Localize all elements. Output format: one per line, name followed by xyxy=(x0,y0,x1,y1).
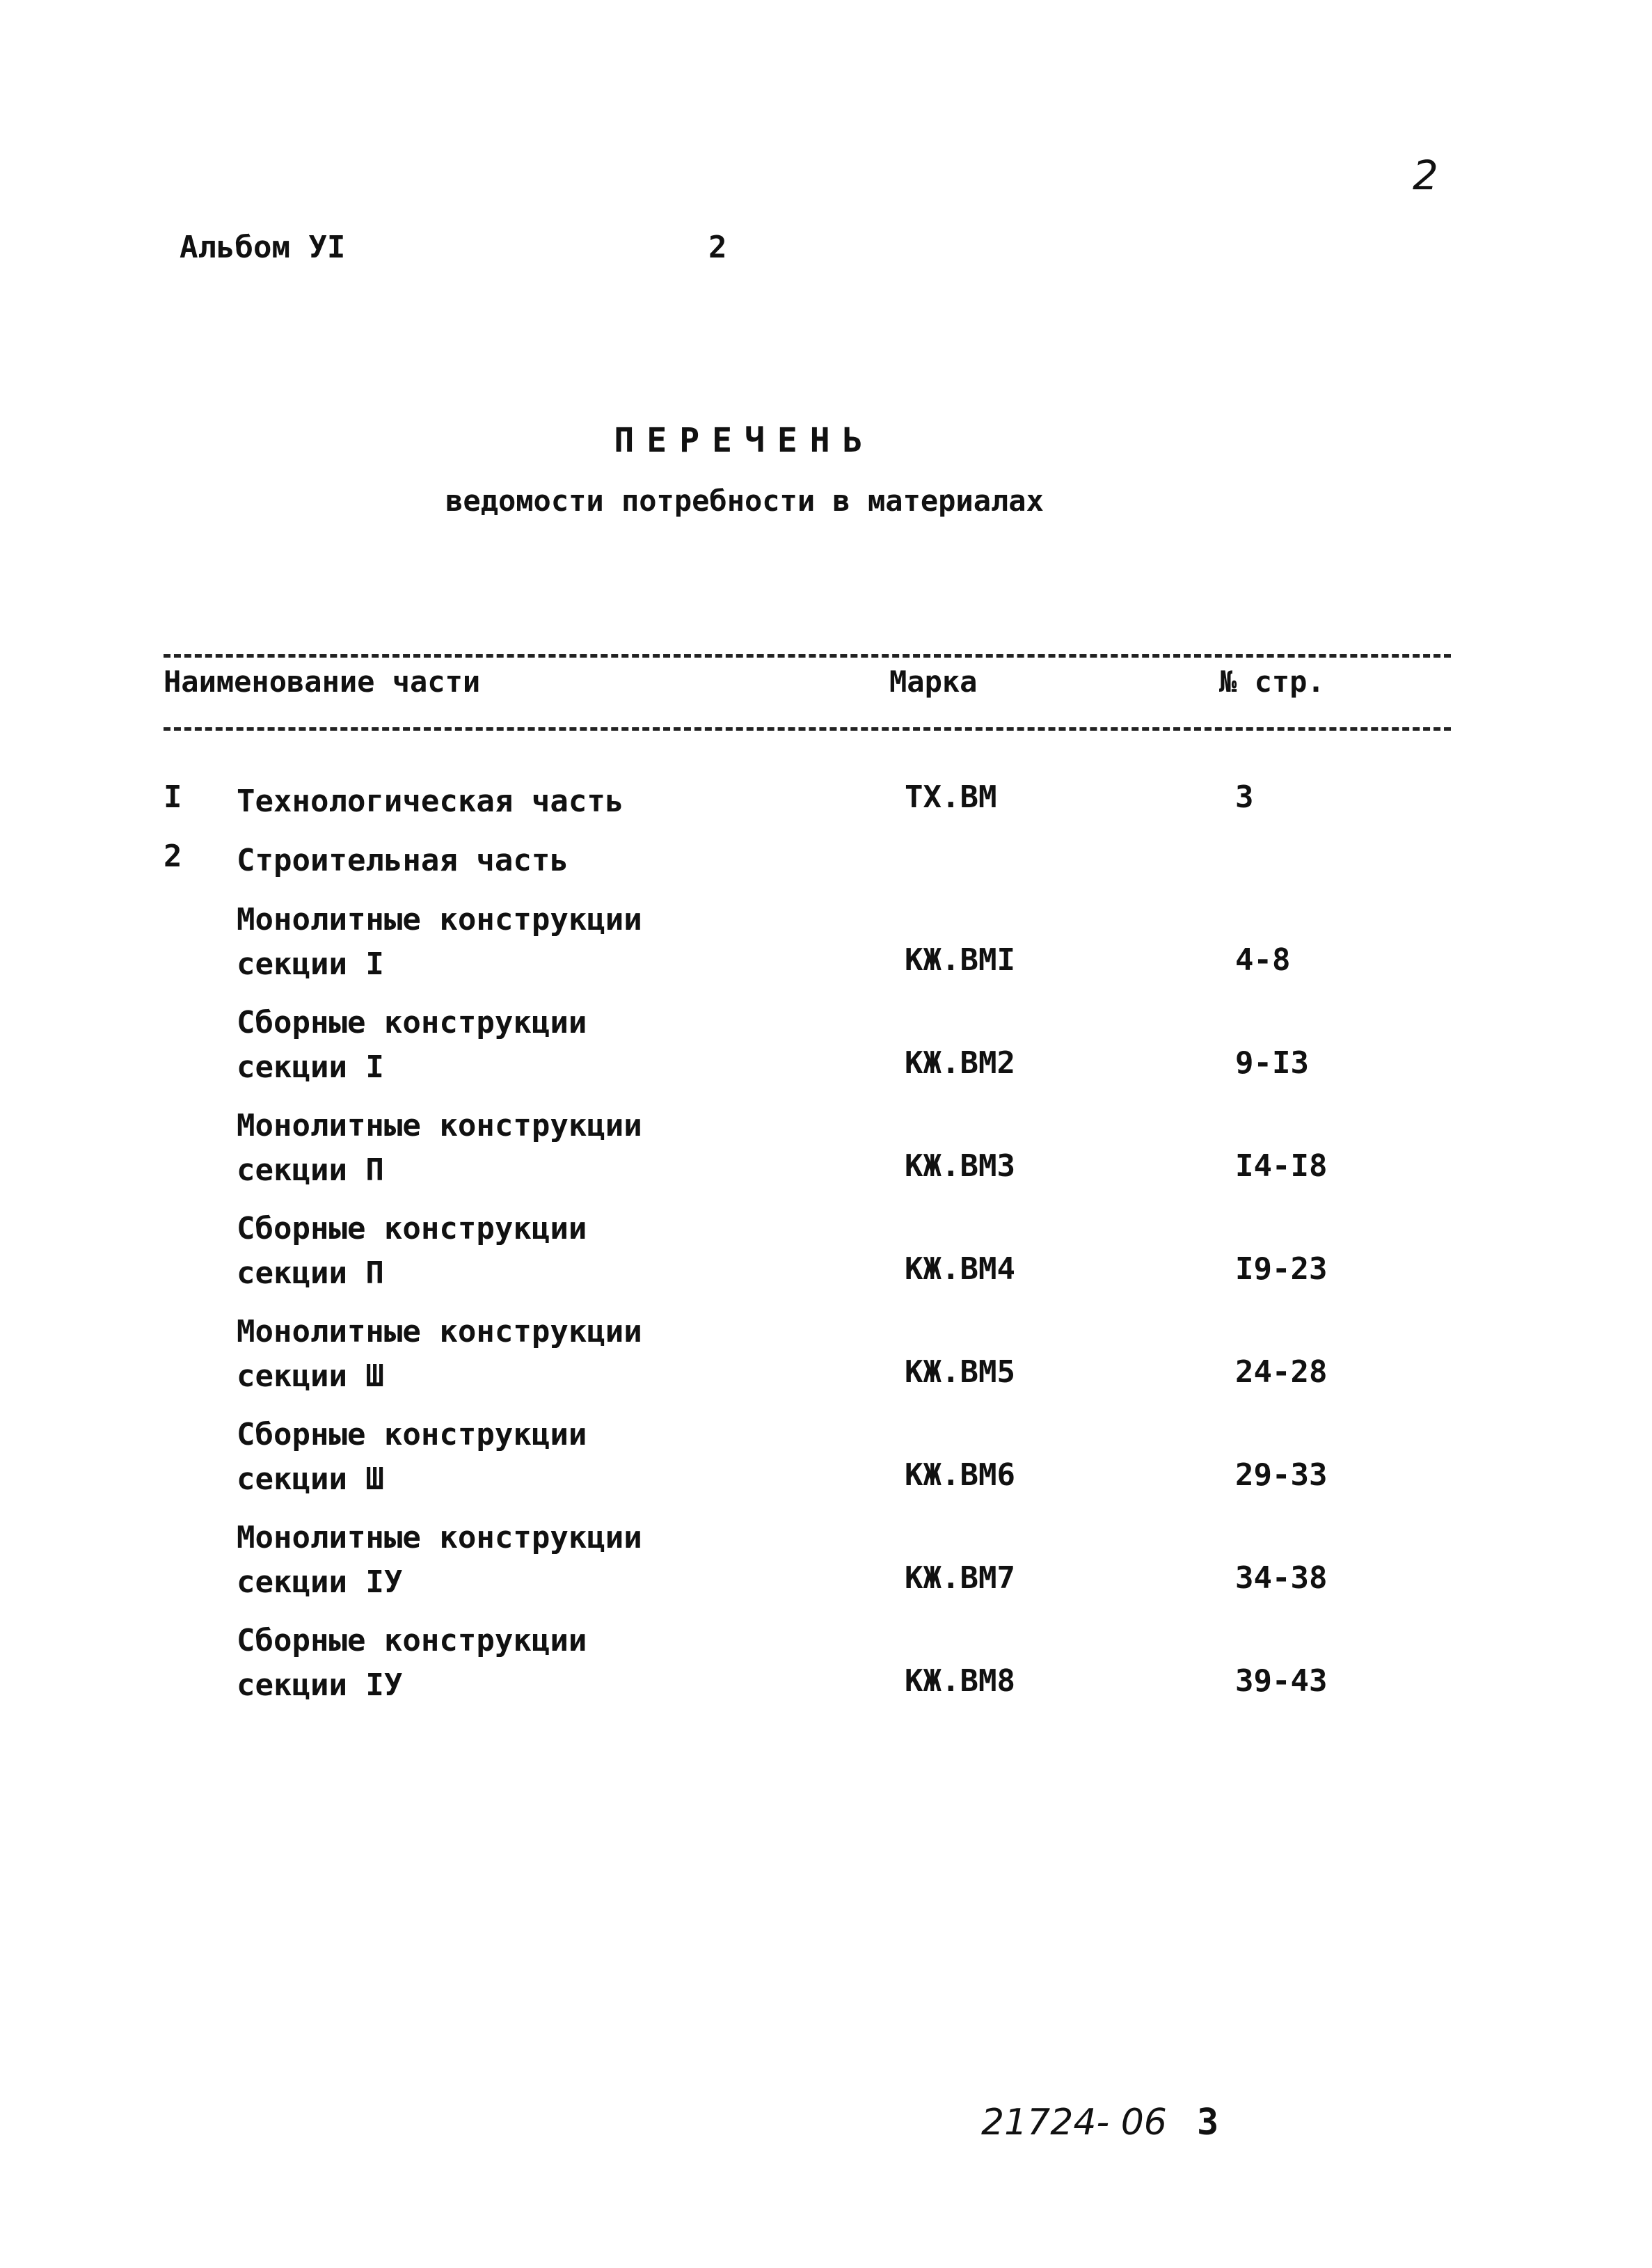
row-pages: 34-38 xyxy=(1235,1560,1328,1596)
corner-page-number: 2 xyxy=(1413,152,1438,199)
row-mark: КЖ.ВМ5 xyxy=(905,1354,1015,1390)
row-mark: КЖ.ВМ8 xyxy=(905,1663,1015,1699)
row-name: Монолитные конструкции секции IУ xyxy=(237,1520,642,1600)
row-name: Монолитные конструкции секции П xyxy=(237,1108,642,1188)
row-mark: КЖ.ВМ6 xyxy=(905,1457,1015,1493)
row-mark: ТХ.ВМ xyxy=(905,779,997,815)
row-name: Технологическая часть xyxy=(237,784,624,819)
row-pages: 29-33 xyxy=(1235,1457,1328,1493)
row-mark: КЖ.ВМI xyxy=(905,942,1015,978)
column-header-pages: № стр. xyxy=(1219,665,1325,699)
row-name: Сборные конструкции секции П xyxy=(237,1211,587,1291)
row-pages: I9-23 xyxy=(1235,1251,1328,1287)
row-pages: 24-28 xyxy=(1235,1354,1328,1390)
row-pages: 39-43 xyxy=(1235,1663,1328,1699)
row-name: Строительная часть xyxy=(237,843,569,878)
column-header-name: Наименование части xyxy=(164,665,481,699)
row-name: Сборные конструкции секции IУ xyxy=(237,1623,587,1703)
document-code: 21724- 06 xyxy=(981,2102,1167,2143)
row-pages: 4-8 xyxy=(1235,942,1291,978)
row-mark: КЖ.ВМ2 xyxy=(905,1045,1015,1081)
row-pages: 3 xyxy=(1235,779,1254,815)
row-mark: КЖ.ВМ7 xyxy=(905,1560,1015,1596)
sheet-number: 3 xyxy=(1197,2102,1219,2143)
row-name: Монолитные конструкции секции I xyxy=(237,902,642,982)
row-name: Сборные конструкции секции I xyxy=(237,1005,587,1085)
row-number: I xyxy=(164,779,182,815)
row-name: Монолитные конструкции секции Ш xyxy=(237,1314,642,1394)
row-pages: 9-I3 xyxy=(1235,1045,1309,1081)
header-top-rule xyxy=(164,654,1451,658)
album-number: 2 xyxy=(708,230,727,265)
album-label: Альбом УI xyxy=(180,230,346,265)
column-header-mark: Марка xyxy=(889,665,978,699)
row-pages: I4-I8 xyxy=(1235,1148,1328,1184)
header-bottom-rule xyxy=(164,727,1451,731)
row-mark: КЖ.ВМ3 xyxy=(905,1148,1015,1184)
document-title: ПЕРЕЧЕНЬ xyxy=(614,421,875,460)
row-name: Сборные конструкции секции Ш xyxy=(237,1417,587,1497)
document-subtitle: ведомости потребности в материалах xyxy=(445,484,1044,518)
row-number: 2 xyxy=(164,839,182,874)
row-mark: КЖ.ВМ4 xyxy=(905,1251,1015,1287)
